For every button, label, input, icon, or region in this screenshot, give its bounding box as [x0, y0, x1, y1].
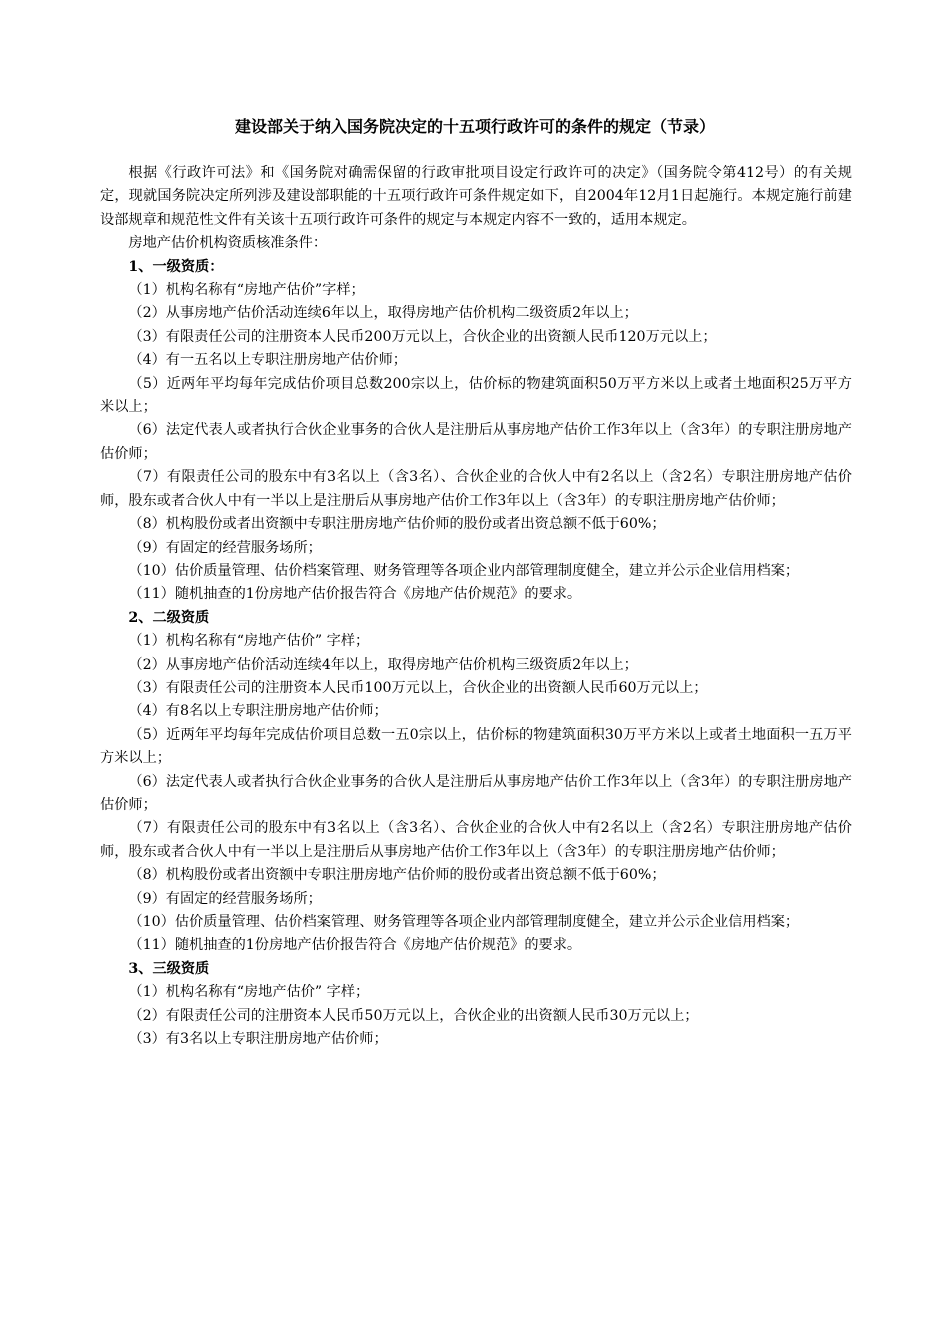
paragraph: （11）随机抽查的1份房地产估价报告符合《房地产估价规范》的要求。 — [128, 937, 582, 954]
paragraph: 根据《行政许可法》和《国务院对确需保留的行政审批项目设定行政许可的决定》（国务院令第412号）的有关规定，现就国务院决定所列涉及建设部职能的十五项行政许可条件规定如下，自2004年12月1日起施行。本规定施行前建设部规章和规范性文件有关该十五项行政许可条件的规定与本规定内容不一致的，适用本规定。 — [100, 165, 852, 228]
paragraph: （3）有限责任公司的注册资本人民币100万元以上，合伙企业的出资额人民币60万元以上； — [128, 679, 708, 696]
paragraph: （2）有限责任公司的注册资本人民币50万元以上，合伙企业的出资额人民币30万元以上； — [128, 1007, 699, 1024]
paragraph: （3）有限责任公司的注册资本人民币200万元以上，合伙企业的出资额人民币120万元以上； — [128, 328, 717, 345]
section-heading: 2、二级资质 — [128, 609, 210, 626]
paragraph: （5）近两年平均每年完成估价项目总数一五0宗以上，估价标的物建筑面积30万平方米以上或者土地面积一五万平方米以上； — [100, 726, 852, 767]
paragraph: （7）有限责任公司的股东中有3名以上（含3名）、合伙企业的合伙人中有2名以上（含2名）专职注册房地产估价师，股东或者合伙人中有一半以上是注册后从事房地产估价工作3年以上（含3年）的专职注册房地产估价师； — [100, 820, 852, 860]
paragraph: （10）估价质量管理、估价档案管理、财务管理等各项企业内部管理制度健全，建立并公示企业信用档案； — [128, 562, 800, 579]
paragraph: （1）机构名称有“房地产估价”字样； — [128, 282, 365, 299]
paragraph: 房地产估价机构资质核准条件： — [128, 235, 328, 252]
section-heading: 3、三级资质 — [128, 960, 210, 977]
paragraph: （7）有限责任公司的股东中有3名以上（含3名）、合伙企业的合伙人中有2名以上（含2名）专职注册房地产估价师，股东或者合伙人中有一半以上是注册后从事房地产估价工作3年以上（含3年）的专职注册房地产估价师； — [100, 469, 852, 509]
paragraph: （8）机构股份或者出资额中专职注册房地产估价师的股份或者出资总额不低于60%； — [128, 867, 666, 884]
paragraph: （8）机构股份或者出资额中专职注册房地产估价师的股份或者出资总额不低于60%； — [128, 516, 666, 533]
paragraph: （6）法定代表人或者执行合伙企业事务的合伙人是注册后从事房地产估价工作3年以上（含3年）的专职注册房地产估价师； — [100, 773, 852, 813]
paragraph: （1）机构名称有“房地产估价” 字样； — [128, 633, 370, 650]
paragraph: （2）从事房地产估价活动连续4年以上，取得房地产估价机构三级资质2年以上； — [128, 656, 638, 673]
paragraph: （1）机构名称有“房地产估价” 字样； — [128, 984, 370, 1001]
paragraph: （3）有3名以上专职注册房地产估价师； — [128, 1031, 388, 1048]
paragraph: （10）估价质量管理、估价档案管理、财务管理等各项企业内部管理制度健全，建立并公示企业信用档案； — [128, 914, 800, 930]
paragraph: （6）法定代表人或者执行合伙企业事务的合伙人是注册后从事房地产估价工作3年以上（含3年）的专职注册房地产估价师； — [100, 422, 852, 462]
paragraph: （9）有固定的经营服务场所； — [128, 890, 322, 907]
paragraph: （11）随机抽查的1份房地产估价报告符合《房地产估价规范》的要求。 — [128, 586, 582, 603]
paragraph: （4）有8名以上专职注册房地产估价师； — [128, 703, 388, 720]
section-heading: 1、一级资质： — [128, 258, 224, 275]
document-title: 建设部关于纳入国务院决定的十五项行政许可的条件的规定（节录） — [234, 117, 715, 136]
paragraph: （9）有固定的经营服务场所； — [128, 539, 322, 556]
paragraph: （2）从事房地产估价活动连续6年以上，取得房地产估价机构二级资质2年以上； — [128, 305, 638, 322]
document-body — [100, 162, 852, 1051]
paragraph: （5）近两年平均每年完成估价项目总数200宗以上，估价标的物建筑面积50万平方米以上或者土地面积25万平方米以上； — [100, 375, 852, 416]
paragraph: （4）有一五名以上专职注册房地产估价师； — [128, 352, 407, 369]
